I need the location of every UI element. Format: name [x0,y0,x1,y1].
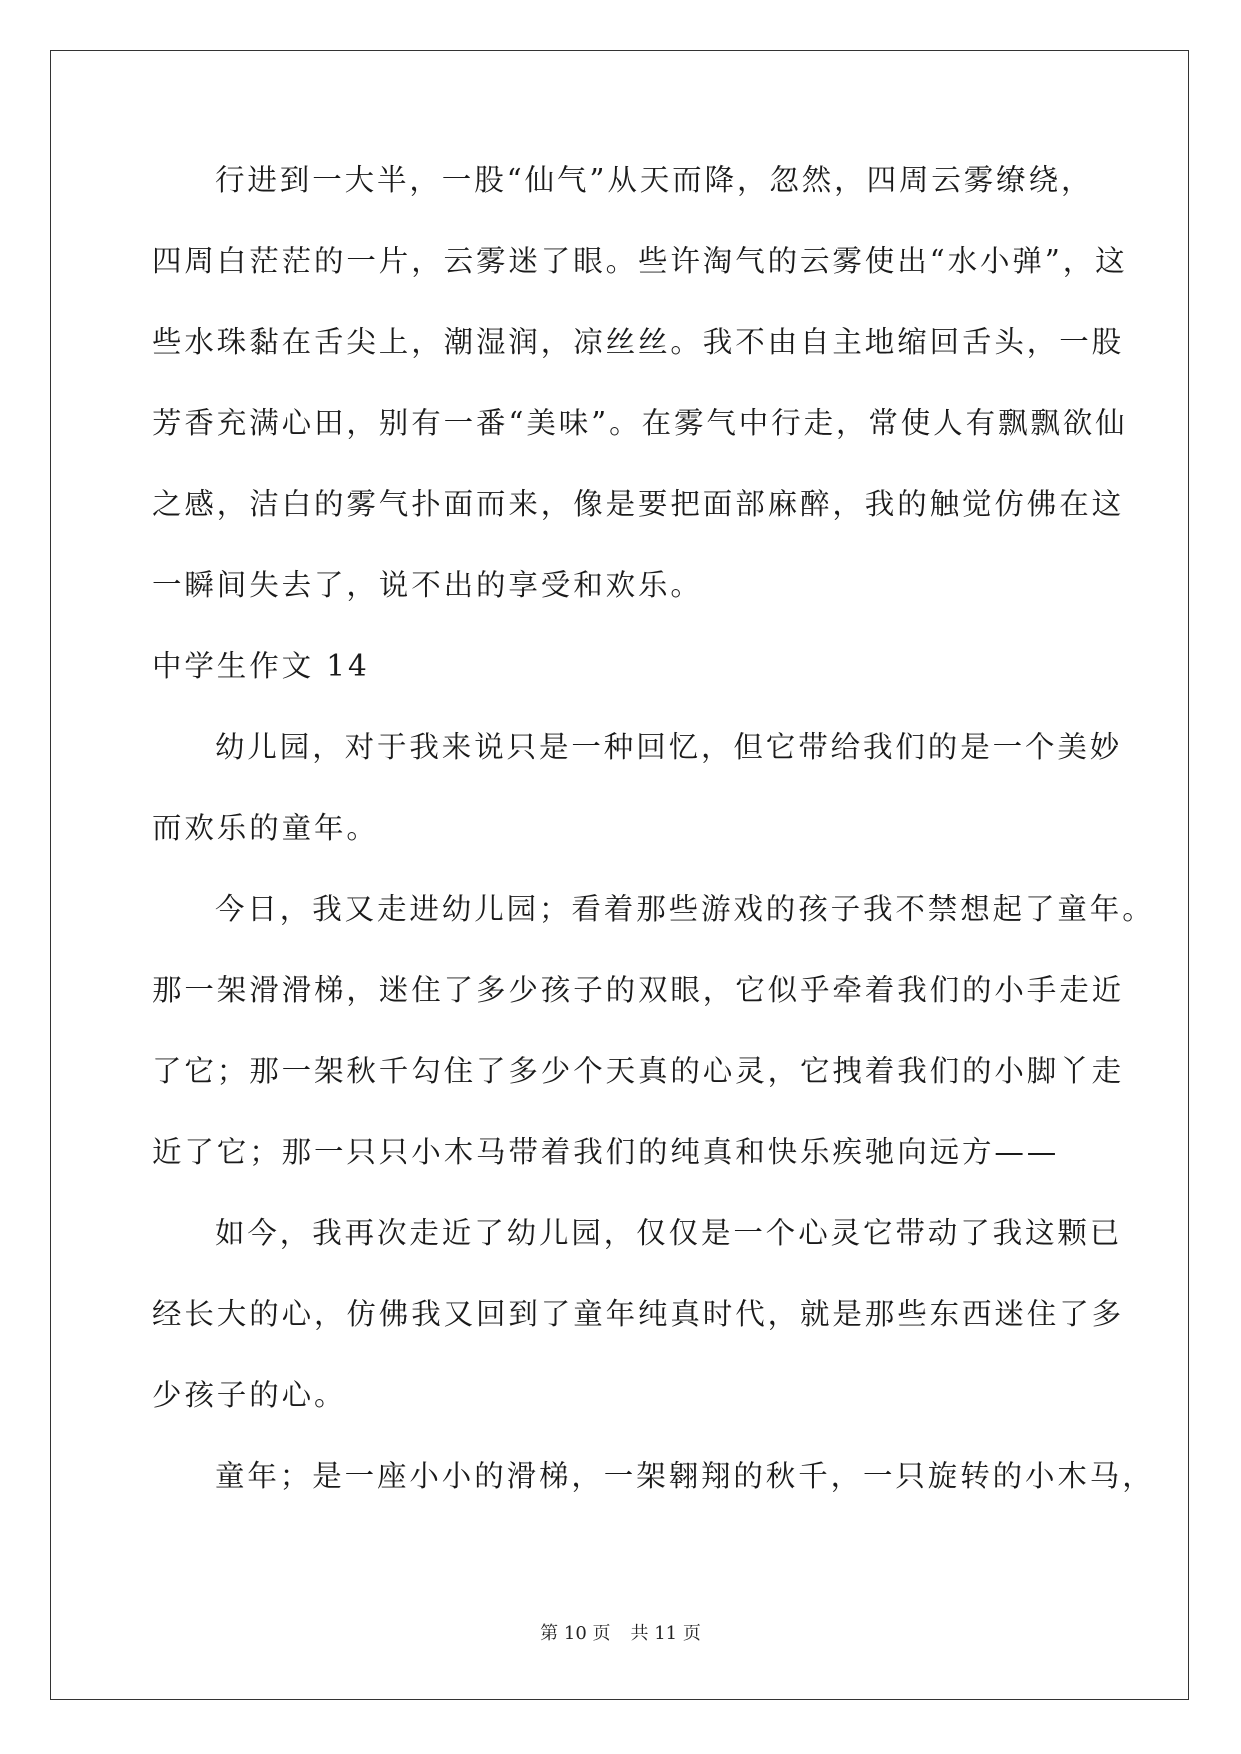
paragraph-line: 些水珠黏在舌尖上，潮湿润，凉丝丝。我不由自主地缩回舌头，一股 [152,325,1125,359]
page-number: 第 10 页 [540,1623,611,1644]
section-heading: 中学生作文 14 [152,649,370,683]
paragraph-line: 芳香充满心田，别有一番“美味”。在雾气中行走，常使人有飘飘欲仙 [152,406,1128,440]
paragraph-line: 一瞬间失去了，说不出的享受和欢乐。 [152,568,703,602]
page-border [50,50,1189,1700]
paragraph-line: 今日，我又走进幼儿园；看着那些游戏的孩子我不禁想起了童年。 [215,892,1155,926]
paragraph-line: 四周白茫茫的一片，云雾迷了眼。些许淘气的云雾使出“水小弹”，这 [152,244,1128,278]
page-total: 共 11 页 [630,1623,701,1644]
paragraph-line: 之感，洁白的雾气扑面而来，像是要把面部麻醉，我的触觉仿佛在这 [152,487,1125,521]
paragraph-line: 行进到一大半，一股“仙气”从天而降，忽然，四周云雾缭绕， [215,163,1094,197]
paragraph-line: 而欢乐的童年。 [152,811,379,845]
paragraph-line: 幼儿园，对于我来说只是一种回忆，但它带给我们的是一个美妙 [215,730,1123,764]
paragraph-line: 如今，我再次走近了幼儿园，仅仅是一个心灵它带动了我这颗已 [215,1216,1123,1250]
page-footer [0,1622,1241,1646]
paragraph-line: 了它；那一架秋千勾住了多少个天真的心灵，它拽着我们的小脚丫走 [152,1054,1125,1088]
paragraph-line: 经长大的心，仿佛我又回到了童年纯真时代，就是那些东西迷住了多 [152,1297,1125,1331]
paragraph-line: 少孩子的心。 [152,1378,347,1412]
paragraph-line: 那一架滑滑梯，迷住了多少孩子的双眼，它似乎牵着我们的小手走近 [152,973,1125,1007]
paragraph-line: 童年；是一座小小的滑梯，一架翱翔的秋千，一只旋转的小木马， [215,1459,1155,1493]
paragraph-line: 近了它；那一只只小木马带着我们的纯真和快乐疾驰向远方—— [152,1135,1060,1169]
